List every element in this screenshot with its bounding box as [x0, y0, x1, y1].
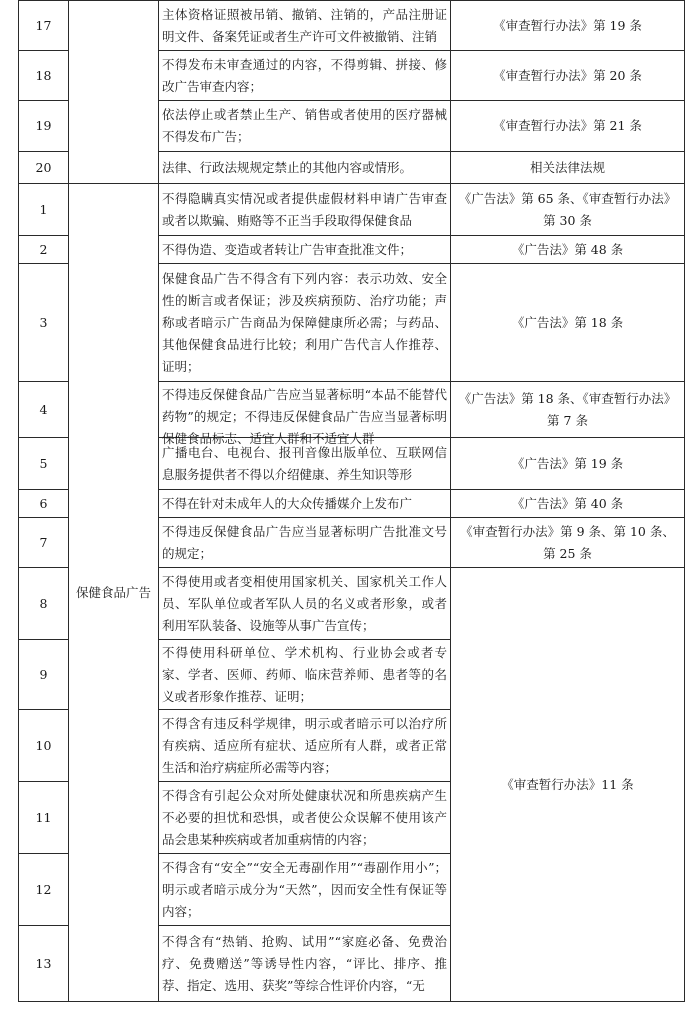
requirement-text: 广播电台、电视台、报刊音像出版单位、互联网信息服务提供者不得以介绍健康、养生知识等形: [162, 444, 447, 482]
category-cell: [69, 1, 159, 184]
requirement-text: 不得使用科研单位、学术机构、行业协会或者专家、学者、医师、药师、临床营养师、患者等的名义或者形象作推荐、证明；: [162, 644, 447, 704]
requirement-text: 不得伪造、变造或者转让广告审查批准文件；: [162, 241, 413, 257]
requirement-cell: [159, 854, 451, 926]
requirement-text: 不得违反保健食品广告应当显著标明广告批准文号的规定；: [162, 523, 447, 561]
row-number: 12: [19, 854, 69, 926]
requirement-cell: [159, 236, 451, 264]
requirement-cell: [159, 490, 451, 518]
requirement-text: 保健食品广告不得含有下列内容：表示功效、安全性的断言或者保证；涉及疾病预防、治疗功能；声称或者暗示广告商品为保障健康所必需；与药品、其他保健食品进行比较；利用广告代言人作推荐、证明；: [162, 270, 447, 374]
requirement-cell: [159, 382, 451, 446]
legal-basis-cell: 《广告法》第 40 条: [451, 490, 685, 518]
legal-basis-cell: 《审查暂行办法》11 条: [451, 568, 685, 1002]
requirement-text: 主体资格证照被吊销、撤销、注销的，产品注册证明文件、备案凭证或者生产许可文件被撤销、注销: [162, 6, 447, 44]
requirement-text: 依法停止或者禁止生产、销售或者使用的医疗器械不得发布广告；: [162, 107, 447, 144]
requirement-cell: [159, 101, 451, 152]
row-number: 5: [19, 438, 69, 490]
requirement-cell: [159, 438, 451, 490]
legal-basis-cell: 《审查暂行办法》第 9 条、第 10 条、第 25 条: [451, 518, 685, 568]
requirement-text: 不得含有“热销、抢购、试用”“家庭必备、免费治疗、免费赠送”等诱导性内容，“评比、排序、推荐、指定、选用、获奖”等综合性评价内容，“无: [162, 933, 447, 993]
requirement-text: 不得含有引起公众对所处健康状况和所患疾病产生不必要的担忧和恐惧，或者使公众误解不使用该产品会患某种疾病或者加重病情的内容；: [162, 787, 447, 847]
requirement-cell: [159, 152, 451, 184]
row-number: 2: [19, 236, 69, 264]
requirement-cell: [159, 518, 451, 568]
table-row: [19, 1, 685, 51]
requirement-cell: [159, 568, 451, 640]
row-number: 11: [19, 782, 69, 854]
requirement-text: 不得隐瞒真实情况或者提供虚假材料申请广告审查或者以欺骗、贿赂等不正当手段取得保健食品: [162, 190, 447, 228]
row-number: 6: [19, 490, 69, 518]
row-number: 20: [19, 152, 69, 184]
requirement-cell: [159, 710, 451, 782]
row-number: 1: [19, 184, 69, 236]
requirement-cell: [159, 640, 451, 710]
category-cell: 保健食品广告: [69, 184, 159, 1002]
legal-basis-cell: 相关法律法规: [451, 152, 685, 184]
row-number: 3: [19, 264, 69, 382]
row-number: 13: [19, 926, 69, 1002]
legal-basis-cell: 《审查暂行办法》第 21 条: [451, 101, 685, 152]
row-number: 8: [19, 568, 69, 640]
requirement-cell: [159, 184, 451, 236]
requirement-text: 法律、行政法规规定禁止的其他内容或情形。: [162, 159, 413, 175]
legal-basis-cell: 《广告法》第 18 条、《审查暂行办法》第 7 条: [451, 382, 685, 438]
requirement-text: 不得发布未审查通过的内容，不得剪辑、拼接、修改广告审查内容；: [162, 56, 447, 94]
requirement-cell: [159, 51, 451, 101]
requirement-text: 不得使用或者变相使用国家机关、国家机关工作人员、军队单位或者军队人员的名义或者形象，或者利用军队装备、设施等从事广告宣传；: [162, 573, 447, 633]
row-number: 9: [19, 640, 69, 710]
legal-basis-cell: 《广告法》第 65 条、《审查暂行办法》第 30 条: [451, 184, 685, 236]
legal-basis-cell: 《审查暂行办法》第 19 条: [451, 1, 685, 51]
regulation-table: [18, 0, 685, 1002]
row-number: 19: [19, 101, 69, 152]
requirement-text: 不得含有违反科学规律，明示或者暗示可以治疗所有疾病、适应所有症状、适应所有人群，或者正常生活和治疗病症所必需等内容；: [162, 715, 447, 775]
row-number: 18: [19, 51, 69, 101]
legal-basis-cell: 《广告法》第 19 条: [451, 438, 685, 490]
requirement-cell: [159, 926, 451, 1002]
requirement-text: 不得违反保健食品广告应当显著标明“本品不能替代药物”的规定；不得违反保健食品广告应当显著标明保健食品标志、适宜人群和不适宜人群: [162, 386, 447, 446]
row-number: 17: [19, 1, 69, 51]
requirement-cell: [159, 1, 451, 51]
row-number: 10: [19, 710, 69, 782]
requirement-cell: [159, 264, 451, 382]
legal-basis-cell: 《广告法》第 18 条: [451, 264, 685, 382]
requirement-text: 不得在针对未成年人的大众传播媒介上发布广: [162, 495, 413, 511]
table-row: [19, 184, 685, 236]
requirement-text: 不得含有“安全”“安全无毒副作用”“毒副作用小”；明示或者暗示成分为“天然”，因而安全性有保证等内容；: [162, 859, 447, 919]
legal-basis-cell: 《广告法》第 48 条: [451, 236, 685, 264]
requirement-cell: [159, 782, 451, 854]
legal-basis-cell: 《审查暂行办法》第 20 条: [451, 51, 685, 101]
row-number: 4: [19, 382, 69, 438]
row-number: 7: [19, 518, 69, 568]
